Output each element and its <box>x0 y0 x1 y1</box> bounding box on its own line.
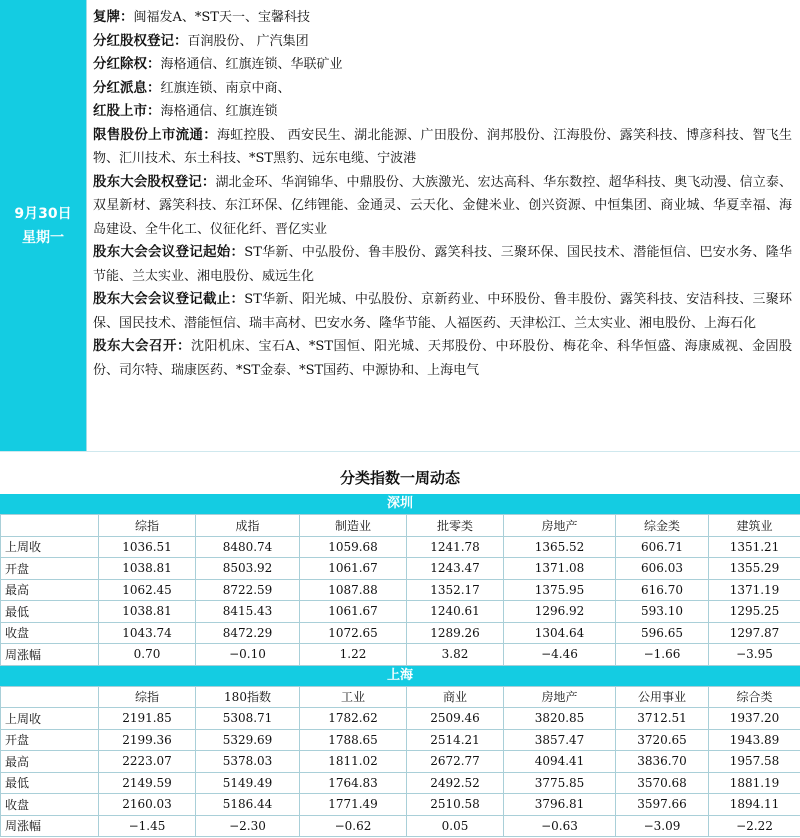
table-cell: 1061.67 <box>300 601 407 623</box>
table-cell: 1061.67 <box>300 558 407 580</box>
table-row <box>1 579 800 601</box>
table-cell: −1.45 <box>99 815 196 837</box>
table-cell: 0.70 <box>99 644 196 666</box>
table-cell: 3796.81 <box>504 794 616 816</box>
table-cell: −0.63 <box>504 815 616 837</box>
table-cell: 2160.03 <box>99 794 196 816</box>
date-label: 9月30日 <box>14 205 72 222</box>
calendar-events <box>86 0 800 451</box>
event-meeting-registration-end: 股东大会会议登记截止：ST华新、阳光城、中弘股份、京新药业、中环股份、鲁丰股份、露笑科技、安洁科技、三聚环保、国民技术、潜能恒信、瑞丰高材、巴安水务、隆华节能、人福医药、天津松江、兰太实业、湘电股份、上海石化 <box>93 291 793 331</box>
event-meeting-registration-start: 股东大会会议登记起始：ST华新、中弘股份、鲁丰股份、露笑科技、三聚环保、国民技术、潜能恒信、巴安水务、隆华节能、兰太实业、湘电股份、威远生化 <box>93 244 793 284</box>
table-cell: 3836.70 <box>616 751 709 773</box>
table-cell: 1297.87 <box>709 622 800 644</box>
table-cell: 1375.95 <box>504 579 616 601</box>
row-label: 周涨幅 <box>1 815 99 837</box>
table-row <box>1 644 800 666</box>
table-cell: 2509.46 <box>407 708 504 730</box>
table-cell: 2191.85 <box>99 708 196 730</box>
table-cell: 1243.47 <box>407 558 504 580</box>
row-label: 开盘 <box>1 729 99 751</box>
table-cell: 5149.49 <box>196 772 300 794</box>
table-cell: 1043.74 <box>99 622 196 644</box>
table-cell: 1782.62 <box>300 708 407 730</box>
column-header: 成指 <box>196 515 300 537</box>
table-cell: 1072.65 <box>300 622 407 644</box>
table-cell: 1957.58 <box>709 751 800 773</box>
table-cell: 1943.89 <box>709 729 800 751</box>
column-header: 批零类 <box>407 515 504 537</box>
table-cell: 3570.68 <box>616 772 709 794</box>
table-cell: 1355.29 <box>709 558 800 580</box>
table-row <box>1 558 800 580</box>
table-cell: 1295.25 <box>709 601 800 623</box>
table-cell: 5308.71 <box>196 708 300 730</box>
table-cell: 1296.92 <box>504 601 616 623</box>
table-row <box>1 536 800 558</box>
table-cell: 1087.88 <box>300 579 407 601</box>
table-cell: 2672.77 <box>407 751 504 773</box>
table-cell: −2.22 <box>709 815 800 837</box>
event-dividend-payment: 分红派息：红旗连锁、南京中商、 <box>93 79 291 96</box>
table-cell: 1240.61 <box>407 601 504 623</box>
table-cell: 1038.81 <box>99 601 196 623</box>
table-row <box>1 708 800 730</box>
table-cell: 8480.74 <box>196 536 300 558</box>
section-divider <box>0 451 800 462</box>
table-cell: 1.22 <box>300 644 407 666</box>
table-cell: 2149.59 <box>99 772 196 794</box>
shenzhen-band: 深圳 <box>0 494 800 514</box>
column-header <box>1 686 99 708</box>
column-header: 综合类 <box>709 686 800 708</box>
table-cell: 596.65 <box>616 622 709 644</box>
shanghai-table-body <box>1 686 800 837</box>
table-cell: 2199.36 <box>99 729 196 751</box>
table-cell: 593.10 <box>616 601 709 623</box>
event-bonus-share-listing: 红股上市：海格通信、红旗连锁 <box>93 103 278 119</box>
table-cell: 1371.19 <box>709 579 800 601</box>
table-cell: 606.03 <box>616 558 709 580</box>
table-cell: 4094.41 <box>504 751 616 773</box>
table-cell: 1351.21 <box>709 536 800 558</box>
table-cell: −4.46 <box>504 644 616 666</box>
table-cell: 8722.59 <box>196 579 300 601</box>
table-cell: 1371.08 <box>504 558 616 580</box>
table-cell: 8472.29 <box>196 622 300 644</box>
row-label: 最低 <box>1 772 99 794</box>
row-label: 上周收 <box>1 708 99 730</box>
event-restricted-shares-listing: 限售股份上市流通：海虹控股、 西安民生、湖北能源、广田股份、润邦股份、江海股份、露笑科技、博彦科技、智飞生物、汇川技术、东土科技、*ST黑豹、远东电缆、宁波港 <box>93 126 793 166</box>
date-cell <box>0 0 86 451</box>
table-cell: 1894.11 <box>709 794 800 816</box>
table-row <box>1 815 800 837</box>
table-cell: 1059.68 <box>300 536 407 558</box>
table-cell: 3857.47 <box>504 729 616 751</box>
column-header: 房地产 <box>504 686 616 708</box>
table-cell: 3.82 <box>407 644 504 666</box>
table-row <box>1 794 800 816</box>
column-header: 商业 <box>407 686 504 708</box>
table-cell: 1038.81 <box>99 558 196 580</box>
row-label: 最高 <box>1 579 99 601</box>
table-cell: 3820.85 <box>504 708 616 730</box>
table-cell: 0.05 <box>407 815 504 837</box>
shenzhen-table <box>0 514 800 666</box>
column-header: 制造业 <box>300 515 407 537</box>
table-cell: −1.66 <box>616 644 709 666</box>
table-cell: 1365.52 <box>504 536 616 558</box>
table-cell: −2.30 <box>196 815 300 837</box>
table-cell: 1352.17 <box>407 579 504 601</box>
table-cell: 2223.07 <box>99 751 196 773</box>
table-cell: 2510.58 <box>407 794 504 816</box>
row-label: 收盘 <box>1 794 99 816</box>
table-cell: 606.71 <box>616 536 709 558</box>
row-label: 周涨幅 <box>1 644 99 666</box>
row-label: 最高 <box>1 751 99 773</box>
table-cell: −0.62 <box>300 815 407 837</box>
table-cell: 3775.85 <box>504 772 616 794</box>
table-cell: 2514.21 <box>407 729 504 751</box>
table-cell: 1289.26 <box>407 622 504 644</box>
column-header: 公用事业 <box>616 686 709 708</box>
table-cell: 1881.19 <box>709 772 800 794</box>
table-cell: 1788.65 <box>300 729 407 751</box>
table-cell: 1036.51 <box>99 536 196 558</box>
column-header: 综指 <box>99 686 196 708</box>
column-header <box>1 515 99 537</box>
table-cell: 1811.02 <box>300 751 407 773</box>
column-header: 综指 <box>99 515 196 537</box>
column-header: 综金类 <box>616 515 709 537</box>
table-cell: 5186.44 <box>196 794 300 816</box>
table-cell: 3720.65 <box>616 729 709 751</box>
table-cell: 1241.78 <box>407 536 504 558</box>
column-header: 房地产 <box>504 515 616 537</box>
shenzhen-table-body <box>1 515 800 666</box>
table-cell: 2492.52 <box>407 772 504 794</box>
table-cell: −3.09 <box>616 815 709 837</box>
index-weekly-section <box>0 462 800 837</box>
table-cell: 8415.43 <box>196 601 300 623</box>
event-resume-trading: 复牌：闽福发A、*ST天一、宝馨科技 <box>93 9 310 25</box>
table-header-row <box>1 686 800 708</box>
row-label: 最低 <box>1 601 99 623</box>
event-ex-dividend: 分红除权：海格通信、红旗连锁、华联矿业 <box>93 56 343 72</box>
table-cell: 1764.83 <box>300 772 407 794</box>
event-dividend-registration: 分红股权登记：百润股份、 广汽集团 <box>93 32 309 49</box>
table-row <box>1 772 800 794</box>
column-header: 180指数 <box>196 686 300 708</box>
event-shareholder-meeting-registration: 股东大会股权登记：湖北金环、华润锦华、中鼎股份、大族激光、宏达高科、华东数控、超华科技、奥飞动漫、信立泰、双星新材、露笑科技、东江环保、亿纬锂能、金通灵、云天化、金健米业、创兴资源、中恒集团、商业城、华夏幸福、海岛建设、全牛化工、仪征化纤、晋亿实业 <box>93 173 792 237</box>
shanghai-band: 上海 <box>0 666 800 686</box>
column-header: 工业 <box>300 686 407 708</box>
table-cell: 3712.51 <box>616 708 709 730</box>
table-row <box>1 751 800 773</box>
table-cell: 1771.49 <box>300 794 407 816</box>
weekday-label: 星期一 <box>22 229 64 246</box>
table-cell: 5378.03 <box>196 751 300 773</box>
row-label: 上周收 <box>1 536 99 558</box>
table-row <box>1 729 800 751</box>
shanghai-table <box>0 686 800 838</box>
column-header: 建筑业 <box>709 515 800 537</box>
table-cell: −0.10 <box>196 644 300 666</box>
row-label: 开盘 <box>1 558 99 580</box>
table-row <box>1 622 800 644</box>
table-cell: 1062.45 <box>99 579 196 601</box>
table-cell: 3597.66 <box>616 794 709 816</box>
event-shareholder-meeting: 股东大会召开：沈阳机床、宝石A、*ST国恒、阳光城、天邦股份、中环股份、梅花伞、科华恒盛、海康威视、金固股份、司尔特、瑞康医药、*ST金泰、*ST国药、中源协和、上海电气 <box>93 338 793 378</box>
table-row <box>1 601 800 623</box>
table-cell: −3.95 <box>709 644 800 666</box>
table-cell: 616.70 <box>616 579 709 601</box>
table-header-row <box>1 515 800 537</box>
table-cell: 1304.64 <box>504 622 616 644</box>
index-table-title: 分类指数一周动态 <box>339 469 460 487</box>
table-cell: 1937.20 <box>709 708 800 730</box>
table-cell: 5329.69 <box>196 729 300 751</box>
row-label: 收盘 <box>1 622 99 644</box>
table-cell: 8503.92 <box>196 558 300 580</box>
